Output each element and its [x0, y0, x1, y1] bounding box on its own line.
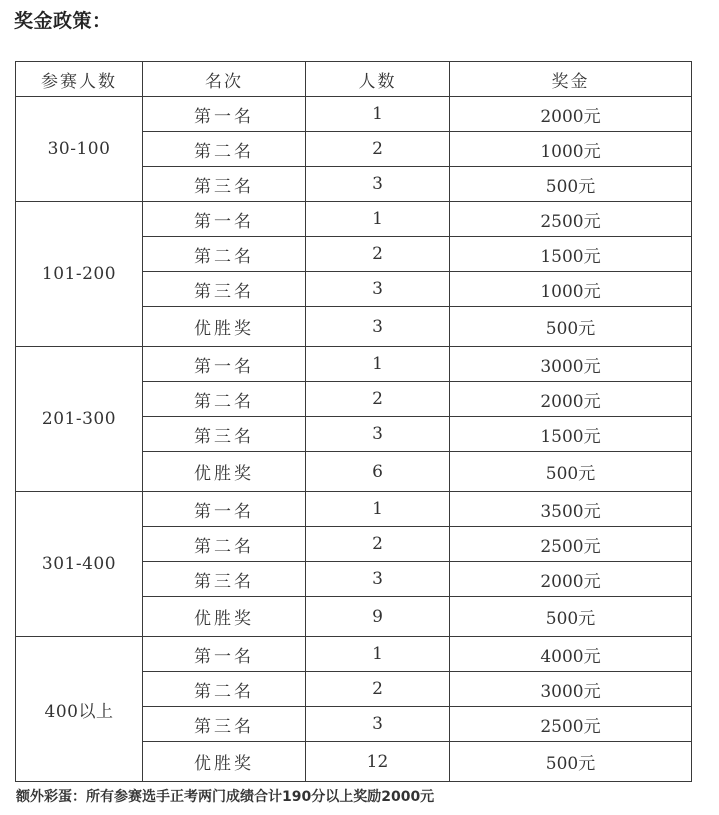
rank-cell: 第二名 — [143, 237, 306, 272]
header-count: 人数 — [306, 62, 450, 97]
header-participants: 参赛人数 — [16, 62, 143, 97]
prize-cell: 500元 — [450, 167, 692, 202]
participant-range-cell: 301-400 — [16, 492, 143, 637]
rank-cell: 第一名 — [143, 202, 306, 237]
prize-cell: 1500元 — [450, 417, 692, 452]
count-cell: 2 — [306, 527, 450, 562]
rank-cell: 第二名 — [143, 672, 306, 707]
prize-cell: 4000元 — [450, 637, 692, 672]
rank-cell: 优胜奖 — [143, 742, 306, 782]
prize-cell: 500元 — [450, 742, 692, 782]
count-cell: 1 — [306, 637, 450, 672]
count-cell: 3 — [306, 272, 450, 307]
rank-cell: 第一名 — [143, 97, 306, 132]
prize-cell: 500元 — [450, 597, 692, 637]
table-row — [16, 97, 692, 132]
count-cell: 3 — [306, 707, 450, 742]
rank-cell: 第二名 — [143, 132, 306, 167]
table-body — [16, 97, 692, 782]
prize-table — [15, 61, 692, 782]
header-prize: 奖金 — [450, 62, 692, 97]
rank-cell: 第三名 — [143, 272, 306, 307]
prize-cell: 3000元 — [450, 672, 692, 707]
table-row — [16, 637, 692, 672]
page-title: 奖金政策： — [14, 10, 112, 32]
bonus-note: 额外彩蛋：所有参赛选手正考两门成绩合计190分以上奖励2000元 — [16, 789, 435, 805]
table-row — [16, 202, 692, 237]
count-cell: 9 — [306, 597, 450, 637]
rank-cell: 优胜奖 — [143, 597, 306, 637]
count-cell: 2 — [306, 132, 450, 167]
prize-cell: 500元 — [450, 452, 692, 492]
prize-cell: 2000元 — [450, 97, 692, 132]
rank-cell: 第一名 — [143, 347, 306, 382]
header-rank: 名次 — [143, 62, 306, 97]
count-cell: 12 — [306, 742, 450, 782]
prize-cell: 2500元 — [450, 202, 692, 237]
count-cell: 3 — [306, 307, 450, 347]
prize-cell: 2000元 — [450, 382, 692, 417]
rank-cell: 第三名 — [143, 562, 306, 597]
rank-cell: 优胜奖 — [143, 452, 306, 492]
count-cell: 3 — [306, 417, 450, 452]
rank-cell: 第二名 — [143, 527, 306, 562]
prize-cell: 3000元 — [450, 347, 692, 382]
participant-range-cell: 201-300 — [16, 347, 143, 492]
prize-cell: 2500元 — [450, 707, 692, 742]
table-header-row — [16, 62, 692, 97]
rank-cell: 第一名 — [143, 492, 306, 527]
rank-cell: 第三名 — [143, 167, 306, 202]
count-cell: 1 — [306, 347, 450, 382]
prize-cell: 1500元 — [450, 237, 692, 272]
count-cell: 1 — [306, 202, 450, 237]
count-cell: 2 — [306, 672, 450, 707]
participant-range-cell: 30-100 — [16, 97, 143, 202]
count-cell: 3 — [306, 167, 450, 202]
count-cell: 3 — [306, 562, 450, 597]
prize-cell: 2500元 — [450, 527, 692, 562]
count-cell: 6 — [306, 452, 450, 492]
rank-cell: 第三名 — [143, 707, 306, 742]
count-cell: 1 — [306, 97, 450, 132]
participant-range-cell: 101-200 — [16, 202, 143, 347]
count-cell: 2 — [306, 237, 450, 272]
rank-cell: 第一名 — [143, 637, 306, 672]
prize-cell: 1000元 — [450, 272, 692, 307]
table-row — [16, 347, 692, 382]
participant-range-cell: 400以上 — [16, 637, 143, 782]
prize-cell: 1000元 — [450, 132, 692, 167]
rank-cell: 第二名 — [143, 382, 306, 417]
table-row — [16, 492, 692, 527]
prize-cell: 2000元 — [450, 562, 692, 597]
rank-cell: 优胜奖 — [143, 307, 306, 347]
count-cell: 1 — [306, 492, 450, 527]
prize-cell: 3500元 — [450, 492, 692, 527]
rank-cell: 第三名 — [143, 417, 306, 452]
prize-cell: 500元 — [450, 307, 692, 347]
count-cell: 2 — [306, 382, 450, 417]
